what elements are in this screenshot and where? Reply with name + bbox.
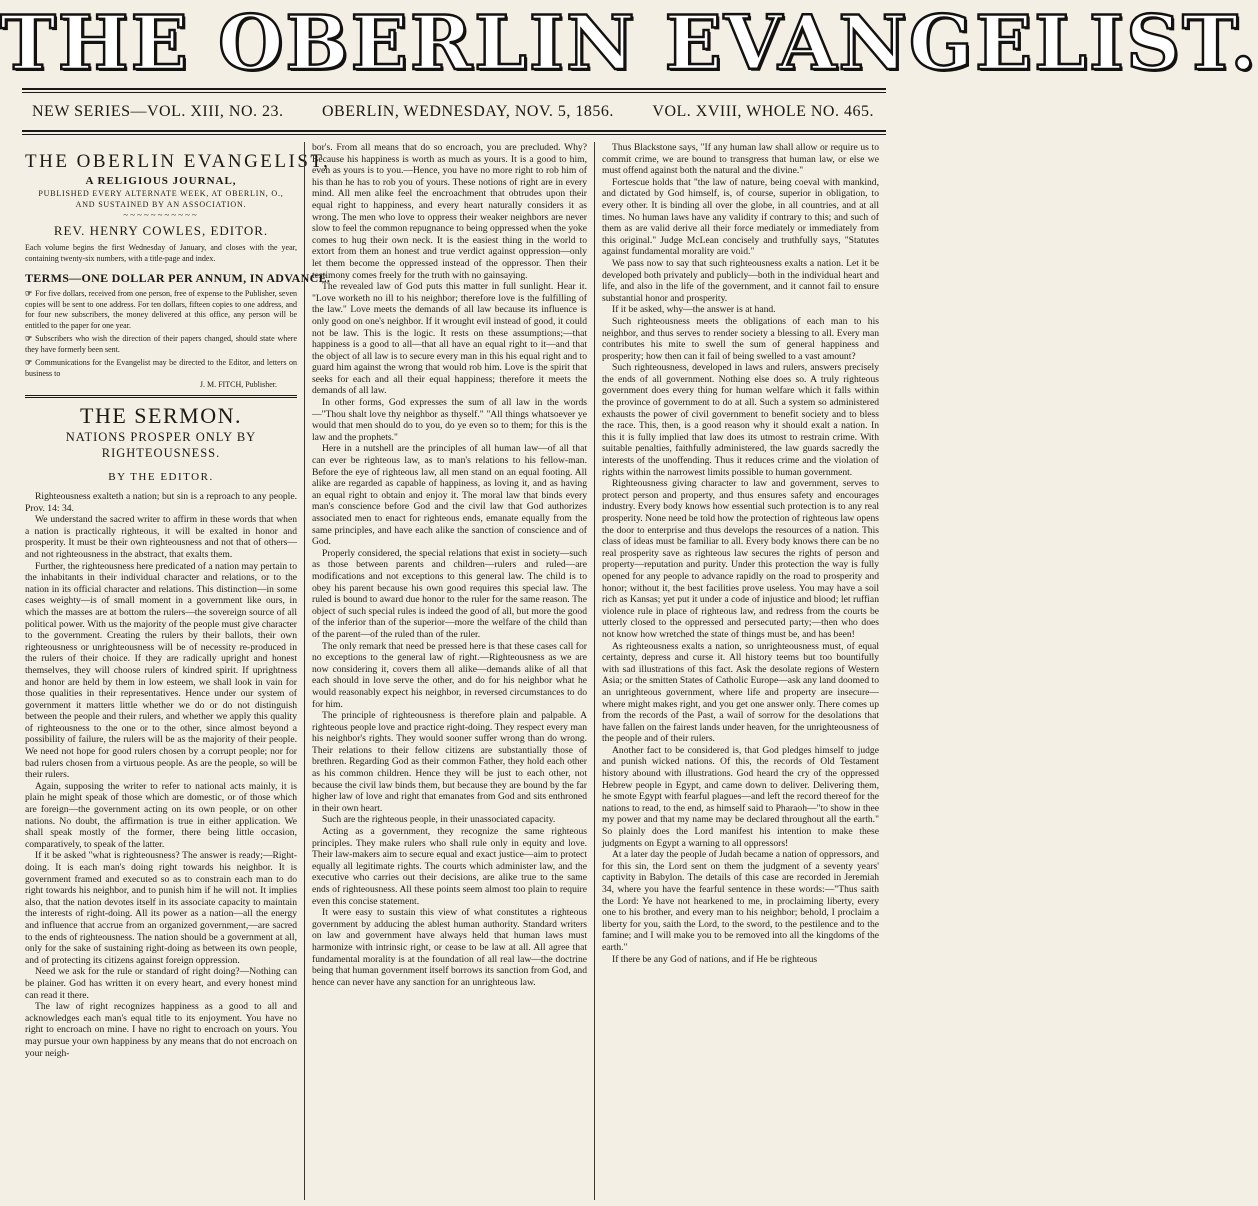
col3-paragraph: If there be any God of nations, and if He be righteous [612,953,818,965]
dateline-rule-bottom [22,134,886,135]
col3-paragraph: Righteousness giving character to law and government, serves to protect person and property, and thus ensures safety and encourages industry. Every body knows how essential such protection is to any real prosperity. None need be told how the protection of righteous law opens the door to enterprise and thus develops the resources of a nation. This class of ideas must be familiar to all. Every body knows there can be no real prosperity save as righteous law secures the rights of person and property—reputation and purity. Under this protection the way is fully opened for any people to advance rapidly on the road to prosperity and honor; without it, the best facilities prove useless. You may have a soil rich as Kansas; yet put it under a code of injustice and blood; let ruffian violence rule in place of righteous law, and redress from the courts be utterly closed to the oppressed and persecuted party;—then who does not know how wretched the state of things must be, and has been! [602,478,879,640]
sermon-byline: BY THE EDITOR. [108,471,214,483]
col2-paragraph: Here in a nutshell are the principles of all human law—of all that can ever be righteous law, as to man's relations to his fellow-man. Before the eye of righteous law, all men stand on an equal footing. All alike are regarded as capable of happiness, as loving it, and as having an equal right to obtain and enjoy it. The moral law that binds every man's conscience before God and the civil law that God authorizes associated men to enact for righteous ends, emanate equally from the same principles, and have each alike the sanction of conscience and of God. [312,443,587,548]
column-3 [594,142,886,1200]
col3-paragraph: At a later day the people of Judah became a nation of oppressors, and for this sin, the Lord sent on them the judgment of a seventy years' captivity in Babylon. The details of this case are recorded in Jeremiah 34, where you have the fearful sentence in these words:—"Thus saith the Lord: Ye have not hearkened to me, in proclaiming liberty, every one to his brother, and every man to his neighbor; behold, I proclaim a liberty for you, saith the Lord, to the sword, to the pestilence and to the famine; and I will make you to be removed into all the kingdoms of the earth." [602,849,879,953]
info-box-editor: REV. HENRY COWLES, EDITOR. [53,223,269,238]
col3-paragraph: Fortescue holds that "the law of nature, being coeval with mankind, and dictated by God himself, is, of course, superior in obligation, to every other. It is binding all over the globe, in all countries, and at all times. No human laws have any validity if contrary to this; and such of them as are valid derive all their force mediately or immediately from this original." Judge McLean concisely and truthfully says, "Statutes against fundamental morality are void." [602,176,879,258]
pointing-hand-icon: ☞ [25,358,33,367]
col3-paragraph: Another fact to be considered is, that God pledges himself to judge and punish wicked nations. Of this, the records of Old Testament history abound with illustrations. God heard the cry of the oppressed Hebrew people in Egypt, and came down to deliver. Delivering them, he smote Egypt with fearful plagues—and left the record thereof for the nations to read, to the end, as himself said to Pharaoh—"to show in thee my power and that my name may be declared throughout all the earth." So plainly does the Lord manifest his intention to make these judgments on Egypt a warning to all oppressors! [602,744,879,849]
col1-paragraph: We understand the sacred writer to affirm in these words that when a nation is practically righteous, it will be exalted in honor and prosperity. It must be their own righteousness and not that of others—and not righteousness in the abstract, that exalts them. [25,514,297,560]
col1-paragraph: Further, the righteousness here predicated of a nation may pertain to the inhabitants in their individual character and relations, or to the nation in its official character and relations. This distinction—in some cases weighty—is of small moment in a government like ours, in which the masses are at bottom the rulers—the sovereign source of all political power. With us the majority of the people must give character to the government. Creating the rulers by their ballots, their own righteousness or unrighteousness will be of necessity re-produced in the rulers of their choice. If they are radically upright and honest themselves, they will choose rulers of kindred spirit. If uprightness and honor are held by them in low esteem, we shall look in vain for those qualities in their representatives. Hence under our system of government it matters little whether we do or do not distinguish between the people and their rulers, and whether we apply this quality of righteousness to the one or to the other, since almost beyond a possibility of failure, the rulers will be as the majority of their people. We need not hope for good rulers chosen by a corrupt people; nor for bad rulers chosen from a virtuous people. As are the people, so will be their rulers. [25,560,297,781]
dateline [32,98,874,126]
col2-paragraph: Properly considered, the special relations that exist in society—such as those between parents and children—rulers and ruled—are modifications and not exceptions to this general law. The child is to obey his parent because his own good requires this special law. The ruled is bound to award due honor to the ruler for the same reason. The object of such special rules is indeed the good of all, but more the good of the inferior than of the superior—more the welfare of the child than of the parent—of the ruled than of the ruler. [312,547,587,640]
col2-paragraph: Acting as a government, they recognize the same righteous principles. They make rulers who shall rule only in equity and love. Their law-makers aim to secure equal and exact justice—aim to protect equally all legitimate rights. The courts which administer law, and the executive who carries out their decisions, are alike true to the same ends of righteousness. All these points seem almost too plain to require even this concise statement. [312,826,587,907]
dateline-rule-top [22,130,886,132]
col3-paragraph: We pass now to say that such righteousness exalts a nation. Let it be developed both privately and publicly—both in the individual heart and life, and also in the life of the government, and it cannot fail to ensure substantial honor and prosperity. [602,257,879,304]
sermon-subheading: NATIONS PROSPER ONLY BY RIGHTEOUSNESS. [65,430,257,460]
col3-paragraph: As righteousness exalts a nation, so unrighteousness must, of equal certainty, depress and curse it. All history teems but too bountifully with sad illustrations of this fact. Ask the desolate regions of Western Asia; or the smitten States of Catholic Europe—ask any land doomed to an unrighteous government, where life and property are insecure—where might makes right, and you get one answer only. There comes up from the records of the Past, a wail of sorrow for the desolations that have fallen on the fairest lands under heaven, for the unrighteousness of the people and of their rulers. [602,640,879,745]
col3-paragraph: Such righteousness, developed in laws and rulers, answers precisely the ends of all government. Nothing else does so. A truly righteous government does every thing for human welfare which it falls within the province of government to do at all. Such a system so administered exhausts the power of civil government to benefit society and to bless the race. This, then, is a good reason why it should exalt a nation. In this it is fully implied that law does its utmost to restrain crime. With suitable penalties, faithfully administered, the law guards sacredly the interests of the unoffending. Thus it reduces crime and the violation of rights within the narrowest limits possible to human government. [602,362,879,478]
info-box [25,150,331,389]
column-1 [18,142,331,1200]
series-number: NEW SERIES—VOL. XIII, NO. 23. [32,103,284,120]
col3-paragraph: Such righteousness meets the obligations of each man to his neighbor, and thus serves to render society a blessing to all. Every man contributes his mite to swell the sum of general happiness and prosperity; how then can it fail of being swelled to a vast amount? [602,315,879,362]
column-2 [304,142,594,1200]
col2-paragraph: In other forms, God expresses the sum of all law in the words—"Thou shalt love thy neighbor as thyself." "All things whatsoever ye would that men should do to you, do ye even so to them; for this is the law and the prophets." [312,397,587,443]
ornament-divider: ~~~~~~~~~~~ [123,210,199,220]
masthead-rule-inner [22,92,886,93]
col1-paragraph: Need we ask for the rule or standard of right doing?—Nothing can be plainer. God has written it on every heart, and every honest mind can read it there. [25,966,297,1001]
communications-notice-text: Communications for the Evangelist may be directed to the Editor, and letters on business to [25,358,297,378]
subscription-notice [25,289,297,331]
sermon-heading: THE SERMON. [25,395,297,429]
col3-paragraph: If it be asked, why—the answer is at hand. [612,304,776,316]
col2-paragraph: The only remark that need be pressed here is that these cases call for no exceptions to the general law of right.—Righteousness as we are now considering it, covers them all alike—demands alike of all that each should in love serve the other, and do for his neighbor what he would reasonably expect his neighbor, in reversed circumstances to do for him. [312,640,587,710]
address-change-notice-text: Subscribers who wish the direction of their papers changed, should state where they have formerly been sent. [25,334,297,354]
col2-paragraph: Such are the righteous people, in their unassociated capacity. [322,814,556,826]
publisher-name: J. M. FITCH, Publisher. [199,380,277,389]
communications-notice [25,358,297,379]
col1-paragraph: The law of right recognizes happiness as a good to all and acknowledges each man's equal title to its enjoyment. You have no right to encroach on mine. I have no right to encroach on yours. You may pursue your own happiness by any means that do not encroach on your neigh- [25,1001,297,1059]
info-box-subtitle: A RELIGIOUS JOURNAL, [85,175,237,187]
article-columns [18,142,886,1200]
volume-note: Each volume begins the first Wednesday of January, and closes with the year, containing twenty-six numbers, with a title-page and index. [25,243,297,263]
masthead-title: THE OBERLIN EVANGELIST. [0,0,1258,87]
col1-paragraph: Righteousness exalteth a nation; but sin is a reproach to any people. Prov. 14: 34. [25,491,297,514]
place-and-date: OBERLIN, WEDNESDAY, NOV. 5, 1856. [322,103,614,120]
volume-number: VOL. XVIII, WHOLE NO. 465. [652,103,874,120]
col1-paragraph: Again, supposing the writer to refer to national acts mainly, it is plain he might speak of those which are domestic, or of those which are foreign—the government acting on its own people, or on other nations. No doubt, the affirmation is true in either application. We shall speak mostly of the former, there being little occasion, comparatively, to speak of the latter. [25,780,297,850]
info-box-sustained: AND SUSTAINED BY AN ASSOCIATION. [75,200,247,209]
masthead-rule-top [22,88,886,90]
col2-paragraph: It were easy to sustain this view of what constitutes a righteous government by adducing the ablest human authority. Standard writers on law and government have always held that human laws must harmonize with intrinsic right, or cease to be law at all. All agree that fundamental morality is at the foundation of all real law—the doctrine being that human government itself borrows its sanction from God, and hence can never have any sanction for an unrighteous law. [312,907,587,988]
pointing-hand-icon: ☞ [25,289,33,298]
col3-paragraph: Thus Blackstone says, "If any human law shall allow or require us to commit crime, we are bound to transgress that human law, or else we must offend against both the natural and the divine." [602,142,879,177]
subscription-notice-text: For five dollars, received from one person, free of expense to the Publisher, seven copies will be sent to one address. For ten dollars, fifteen copies to one address, and for four new subscribers, the money delivered at this office, any person will be entitled to the paper for one year. [25,289,297,330]
address-change-notice [25,334,297,355]
col1-paragraph: If it be asked "what is righteousness? The answer is ready;—Right-doing. It is each man's doing right towards his neighbor. It is government framed and executed so as to constrain each man to do right towards his neighbor, and to punish him if he will not. It implies also, that the nation devotes itself in its associate capacity to maintain the interests of right-doing. All its power as a nation—all the energy and influence that accrue from an organized government,—are sacred to the ends of righteousness. The nation should be a government at all, only for the sake of sustaining right-doing as between its own people, and of protecting its citizens against foreign oppression. [25,850,297,966]
col2-paragraph: The revealed law of God puts this matter in full sunlight. Hear it. "Love worketh no ill to his neighbor; therefore love is the fulfilling of the law." Love meets the demands of all law because its influence is only good on one's neighbor. If it wrought evil instead of good, it could not be law. This is the logic. It rests on these assumptions;—that happiness is a good to all—that all have an equal right to it—and that the object of all law is to secure every man in this his equal right and to guard him against the wrong that would rob him. Love is the spirit that seeks for each and all their equal happiness; therefore it meets the demands of all law. [312,281,587,397]
info-box-publication: PUBLISHED EVERY ALTERNATE WEEK, AT OBERLIN, O., [38,189,284,198]
col2-paragraph: The principle of righteousness is therefore plain and palpable. A righteous people love and practice right-doing. They respect every man his neighbor's rights. They would sooner suffer wrong than do wrong. Their relations to their fellow citizens are substantially those of brethren. Regarding God as their common Father, they hold each other as his common children. Hence they will be just to each other, not because the civil law binds them, but because they are bound by the far higher law of love and right that emanates from God and sits enthroned in their own heart. [312,710,587,814]
pointing-hand-icon: ☞ [25,334,33,343]
info-box-title: THE OBERLIN EVANGELIST, [25,151,331,172]
col2-paragraph: bor's. From all means that do so encroach, you are precluded. Why? Because his happiness is worth as much as yours. It is a good to him, even as yours is to you.—Hence, you have no more right to rob him of his than he has to rob you of yours. These notions of right are in every mind. All men alike feel the encroachment that obtrudes upon their equal right to happiness, and every heart naturally considers it as wrong. The men who love to oppress their weaker neighbors are never slow to feel the common repugnance to being oppressed when the yoke comes to hug their own neck. It is the easiest thing in the world to extort from them an honest and true verdict against oppression—only let them become the oppressed instead of the oppressor. Then their testimony comes freely for the truth with no gainsaying. [312,142,587,281]
terms-line: TERMS—ONE DOLLAR PER ANNUM, IN ADVANCE. [25,271,331,285]
